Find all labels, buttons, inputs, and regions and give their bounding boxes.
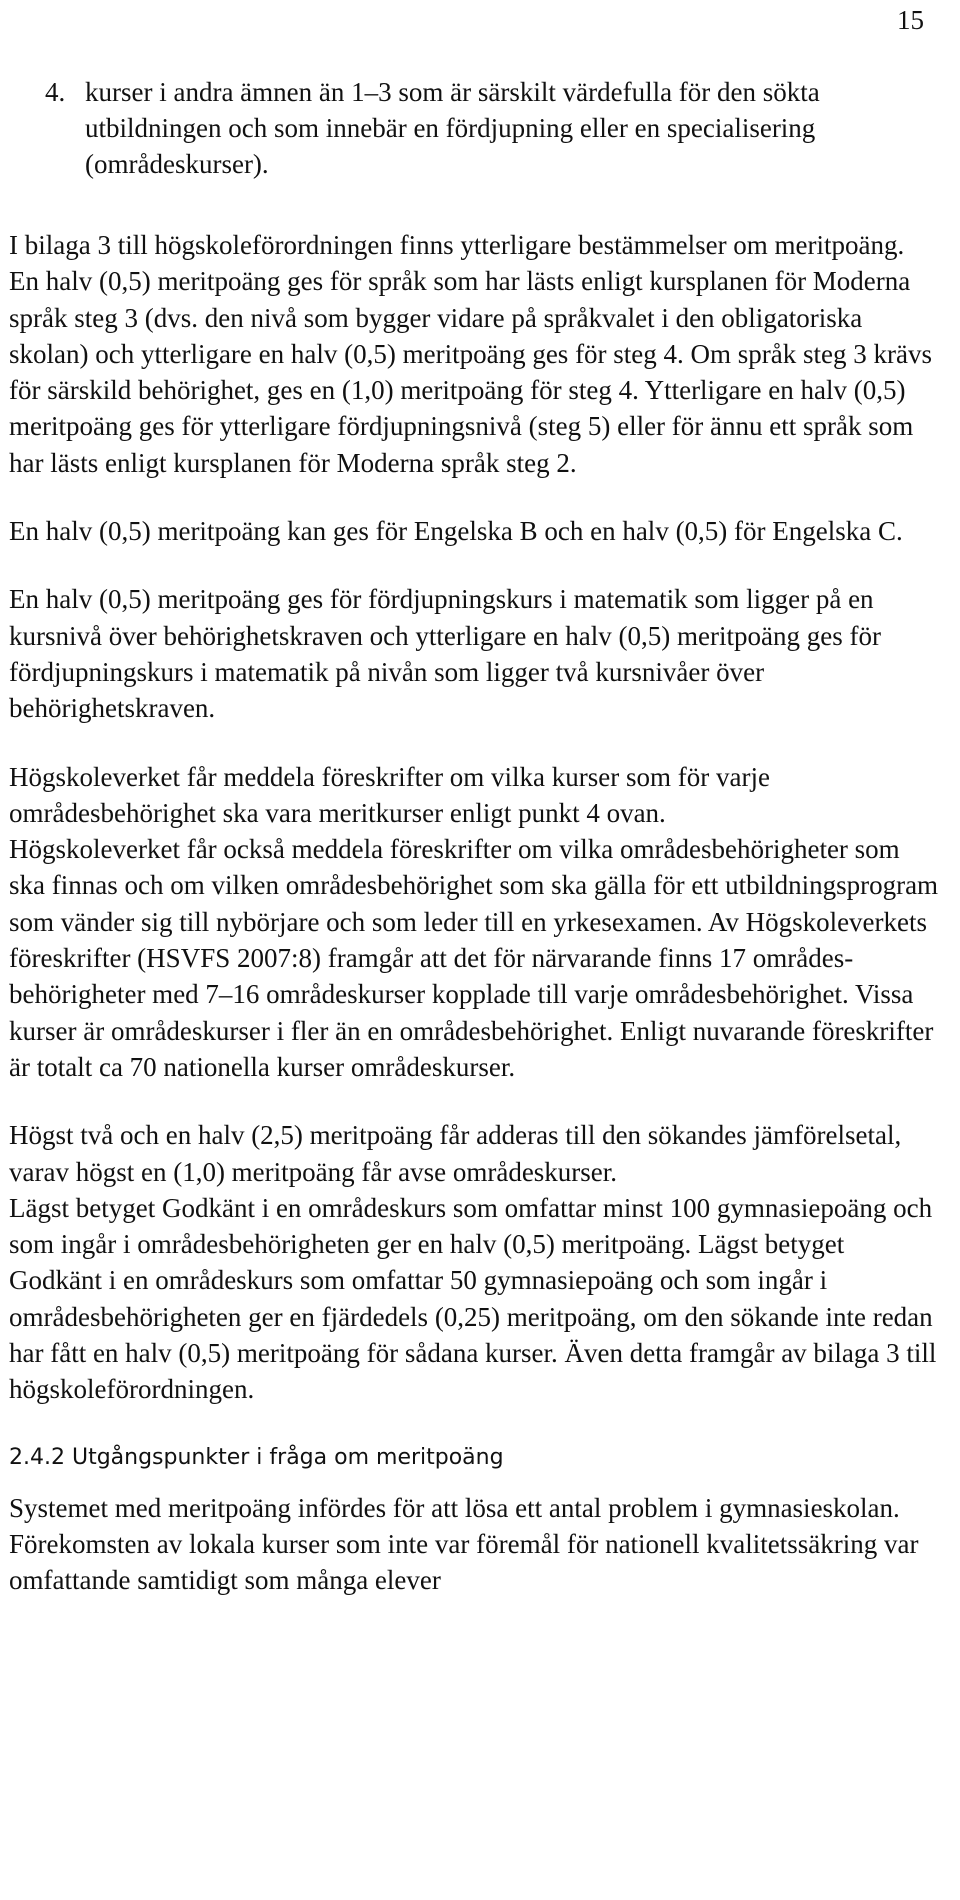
list-item-text: kurser i andra ämnen än 1–3 som är särskilt värdefulla för den sökta utbildningen och som innebär en fördjupning eller en specialisering (områdeskurser). [85,77,820,179]
page-number: 15 [897,5,924,35]
paragraph-engelska: En halv (0,5) meritpoäng kan ges för Engelska B och en halv (0,5) för Engelska C. [9,516,903,547]
document-body [9,74,939,1631]
paragraph-systemet: Systemet med meritpoäng infördes för att lösa ett antal problem i gymnasieskolan. Förekomsten av lokala kurser som inte var föremål för nationell kvalitetssäkring var omfattande samtidigt som många elever [9,1492,919,1596]
paragraph-omradesbehorigheter: Högskoleverket får också meddela föreskrifter om vilka områdesbehörigheter som ska finnas och om vilken områdesbehörighet som ska gälla för ett utbildningsprogram som vänder sig till nybörjare och som leder till en yrkesexamen. Av Högskoleverkets föreskrifter (HSVFS 2007:8) framgår att det för närvarande finns 17 områdesbehörigheter med 7–16 områdeskurser kopplade till varje områdesbehörighet. Vissa kurser är områdeskurser i fler än en områdesbehörighet. Enligt nuvarande föreskrifter är totalt ca 70 nationella kurser områdeskurser. [9,834,939,1082]
paragraph-godkant-omradeskurs: Lägst betyget Godkänt i en områdeskurs som omfattar minst 100 gymnasiepoäng och som ingår i områdesbehörigheten ger en halv (0,5) meritpoäng. Lägst betyget Godkänt i en områdeskurs som omfattar 50 gymnasiepoäng och som ingår i områdesbehörigheten ger en fjärdedels (0,25) meritpoäng, om den sökande inte redan har fått en halv (0,5) meritpoäng för sådana kurser. Även detta framgår av bilaga 3 till högskoleförordningen. [9,1192,937,1405]
list-item-number: 4. [45,77,66,107]
paragraph-meritkurser: Högskoleverket får meddela föreskrifter om vilka kurser som för varje områdesbehörighet ska vara meritkurser enligt punkt 4 ovan. [9,761,770,828]
list-item [45,74,939,182]
section-heading: 2.4.2 Utgångspunkter i fråga om meritpoäng [9,1444,504,1470]
paragraph-matematik: En halv (0,5) meritpoäng ges för fördjupningskurs i matematik som ligger på en kursnivå över behörighetskraven och ytterligare en halv (0,5) meritpoäng ges för fördjupningskurs i matematik på nivån som ligger två kursnivåer över behörighetskraven. [9,584,881,724]
paragraph-max-meritpoang: Högst två och en halv (2,5) meritpoäng får adderas till den sökandes jämförelsetal, varav högst en (1,0) meritpoäng får avse områdeskurser. [9,1120,902,1187]
paragraph-bilaga-3: I bilaga 3 till högskoleförordningen finns ytterligare bestämmelser om meritpoäng. En halv (0,5) meritpoäng ges för språk som har lästs enligt kursplanen för Moderna språk steg 3 (dvs. den nivå som bygger vidare på språkvalet i den obligatoriska skolan) och ytterligare en halv (0,5) meritpoäng ges för steg 4. Om språk steg 3 krävs för särskild behörighet, ges en (1,0) meritpoäng för steg 4. Ytterligare en halv (0,5) meritpoäng ges för ytterligare fördjupningsnivå (steg 5) eller för ännu ett språk som har lästs enligt kursplanen för Moderna språk steg 2. [9,230,932,478]
